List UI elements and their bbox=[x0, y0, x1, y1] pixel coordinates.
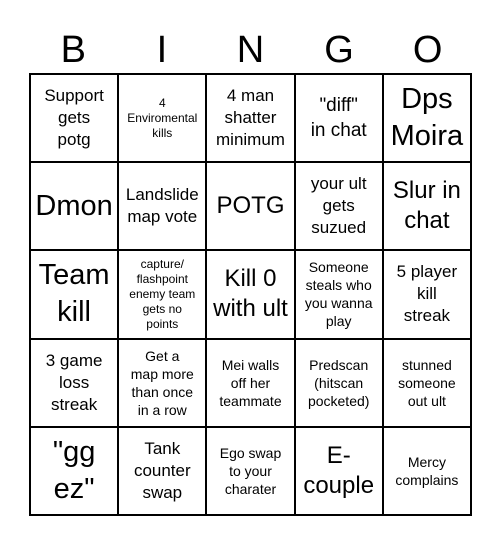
cell-text: E- couple bbox=[303, 441, 375, 499]
cell-text: 3 game loss streak bbox=[45, 350, 103, 414]
bingo-cell[interactable] bbox=[206, 162, 294, 250]
cell-text: Kill 0 with ult bbox=[213, 265, 288, 323]
bingo-cell[interactable] bbox=[206, 339, 294, 427]
bingo-cell[interactable] bbox=[295, 74, 383, 162]
cell-text: Tank counter swap bbox=[133, 438, 191, 502]
bingo-cell[interactable] bbox=[206, 427, 294, 515]
bingo-cell[interactable] bbox=[118, 162, 206, 250]
cell-text: Predscan (hitscan pocketed) bbox=[307, 356, 370, 409]
bingo-cell[interactable] bbox=[295, 339, 383, 427]
bingo-cell[interactable] bbox=[383, 339, 471, 427]
cell-text: Ego swap to your charater bbox=[219, 444, 282, 497]
header-letter-g: G bbox=[324, 29, 354, 71]
bingo-cell[interactable] bbox=[118, 74, 206, 162]
bingo-cell[interactable] bbox=[118, 250, 206, 338]
cell-text: "gg ez" bbox=[52, 435, 96, 505]
bingo-cell[interactable] bbox=[383, 427, 471, 515]
cell-text: Team kill bbox=[38, 259, 110, 329]
bingo-cell[interactable] bbox=[206, 74, 294, 162]
bingo-header bbox=[29, 28, 472, 72]
cell-text: Dmon bbox=[35, 189, 113, 222]
bingo-cell[interactable] bbox=[383, 250, 471, 338]
bingo-cell[interactable] bbox=[30, 162, 118, 250]
bingo-cell[interactable] bbox=[118, 339, 206, 427]
header-letter-i: I bbox=[156, 29, 168, 71]
header-letter-n: N bbox=[236, 29, 265, 71]
cell-text: Mercy complains bbox=[395, 453, 459, 488]
bingo-cell[interactable] bbox=[383, 162, 471, 250]
bingo-cell[interactable] bbox=[295, 250, 383, 338]
bingo-cell[interactable] bbox=[30, 250, 118, 338]
cell-text: 4 man shatter minimum bbox=[216, 86, 285, 150]
bingo-cell[interactable] bbox=[206, 250, 294, 338]
cell-text: Support gets potg bbox=[44, 86, 104, 150]
cell-text: 5 player kill streak bbox=[396, 262, 458, 326]
cell-text: stunned someone out ult bbox=[398, 356, 456, 409]
header-letter-b: B bbox=[60, 29, 86, 71]
bingo-cell[interactable] bbox=[118, 427, 206, 515]
bingo-grid bbox=[29, 73, 472, 516]
cell-text: Someone steals who you wanna play bbox=[304, 259, 373, 330]
cell-text: Get a map more than once in a row bbox=[130, 347, 194, 418]
bingo-cell[interactable] bbox=[295, 162, 383, 250]
bingo-cell[interactable] bbox=[383, 74, 471, 162]
cell-text: your ult gets suzued bbox=[310, 174, 367, 238]
cell-text: POTG bbox=[216, 192, 285, 220]
cell-text: Slur in chat bbox=[392, 177, 461, 235]
header-letter-o: O bbox=[412, 29, 443, 71]
cell-text: "diff" in chat bbox=[310, 95, 367, 142]
cell-text: 4 Enviromental kills bbox=[127, 95, 198, 140]
cell-text: Landslide map vote bbox=[125, 185, 199, 227]
cell-text: Mei walls off her teammate bbox=[219, 356, 282, 409]
cell-text: capture/ flashpoint enemy team gets no points bbox=[129, 256, 196, 331]
cell-text: Dps Moira bbox=[390, 83, 464, 153]
bingo-cell[interactable] bbox=[295, 427, 383, 515]
bingo-cell[interactable] bbox=[30, 74, 118, 162]
bingo-cell[interactable] bbox=[30, 427, 118, 515]
bingo-cell[interactable] bbox=[30, 339, 118, 427]
